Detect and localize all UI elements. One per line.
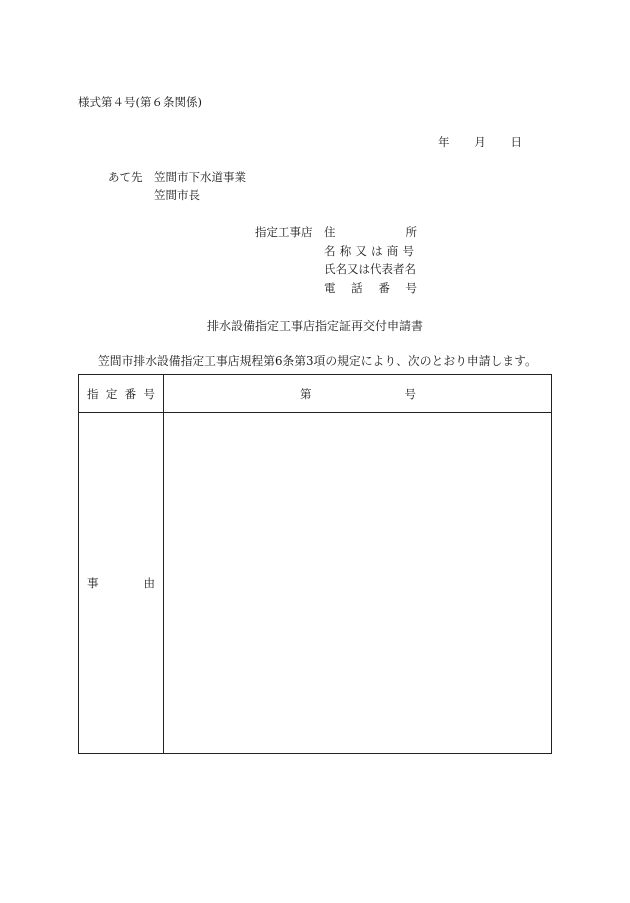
reason-label-char: 事: [87, 576, 99, 590]
addressee-prefix: あて先: [108, 170, 143, 184]
applicant-heading: 指定工事店: [255, 225, 313, 239]
field-phone-number: [324, 283, 417, 295]
number-prefix: 第: [300, 386, 312, 401]
designation-label-char: 定: [105, 386, 118, 401]
field-representative: 氏名又は代表者名: [324, 262, 416, 276]
application-table: [78, 374, 552, 754]
designation-label-char: 指: [87, 386, 99, 401]
date-month-label: 月: [474, 135, 486, 149]
field-name-or-trade-name: 名称又は商号: [324, 244, 419, 258]
table-row-reason: [79, 413, 552, 754]
designation-number-label-cell: [79, 375, 164, 413]
date-year-label: 年: [438, 135, 450, 149]
designation-label-char: 号: [143, 386, 155, 401]
date-day-label: 日: [510, 135, 522, 149]
reason-label-cell: [79, 413, 164, 754]
form-number: 様式第４号(第６条関係): [78, 95, 202, 109]
phone-label-char: 番: [378, 281, 390, 295]
date-line: [438, 137, 522, 149]
application-statement: 笠間市排水設備指定工事店規程第6条第3項の規定により、次のとおり申請します。: [98, 354, 537, 368]
reason-label-char: 由: [143, 576, 155, 590]
designation-number-value-cell[interactable]: [164, 375, 552, 413]
number-suffix: 号: [404, 386, 416, 401]
field-address-label: 住: [324, 225, 336, 239]
reason-value-cell[interactable]: [164, 413, 552, 754]
addressee-line-2: 笠間市長: [154, 188, 200, 202]
field-address-label-end: 所: [405, 225, 417, 239]
phone-label-char: 話: [351, 281, 363, 295]
field-address: [324, 227, 417, 239]
designation-label-char: 番: [124, 386, 137, 401]
table-row-designation-number: [79, 375, 552, 413]
phone-label-char: 電: [324, 281, 336, 295]
phone-label-char: 号: [405, 281, 417, 295]
document-title: 排水設備指定工事店指定証再交付申請書: [207, 319, 424, 333]
addressee-line-1: 笠間市下水道事業: [154, 170, 246, 184]
